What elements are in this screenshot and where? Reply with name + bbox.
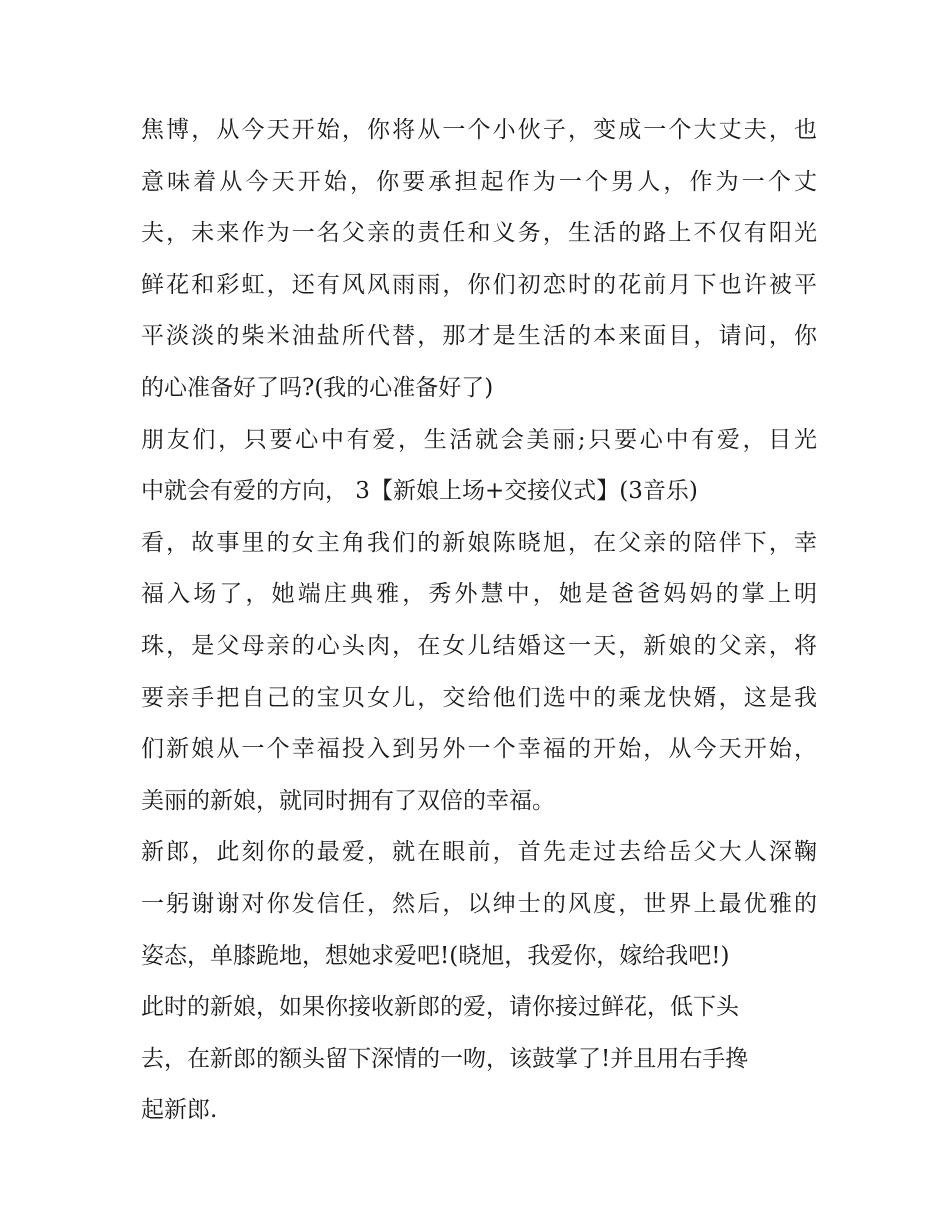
text-line: 新郎，此刻你的最爱，就在眼前，首先走过去给岳父大人深鞠 [141, 839, 817, 866]
text-line: 鲜花和彩虹，还有风风雨雨，你们初恋时的花前月下也许被平 [141, 271, 817, 298]
text-line: 去，在新郎的额头留下深情的一吻，该鼓掌了!并且用右手搀 [141, 1045, 749, 1072]
text-line: 一躬谢谢对你发信任，然后，以绅士的风度，世界上最优雅的 [141, 890, 817, 917]
text-line: 焦博，从今天开始，你将从一个小伙子，变成一个大丈夫，也 [141, 117, 817, 143]
text-line: 福入场了，她端庄典雅，秀外慧中，她是爸爸妈妈的掌上明 [141, 581, 817, 608]
text-line: 夫，未来作为一名父亲的责任和义务，生活的路上不仅有阳光 [141, 220, 817, 247]
text-line: 美丽的新娘，就同时拥有了双倍的幸福。 [141, 787, 555, 814]
text-line: 平淡淡的柴米油盐所代替，那才是生活的本来面目，请问，你 [141, 323, 817, 350]
text-line: 起新郎. [141, 1097, 218, 1124]
text-line: 此时的新娘，如果你接收新郎的爱，请你接过鲜花，低下头 [141, 994, 739, 1021]
body-text [141, 110, 817, 1142]
text-line: 朋友们，只要心中有爱，生活就会美丽;只要心中有爱，目光 [141, 426, 817, 453]
text-line: 们新娘从一个幸福投入到另外一个幸福的开始，从今天开始， [141, 736, 817, 763]
text-line: 的心准备好了吗?(我的心准备好了) [141, 374, 494, 401]
text-line: 看，故事里的女主角我们的新娘陈晓旭，在父亲的陪伴下，幸 [141, 529, 817, 556]
text-line: 姿态，单膝跪地，想她求爱吧!(晓旭，我爱你，嫁给我吧!) [141, 942, 730, 969]
text-line: 要亲手把自己的宝贝女儿，交给他们选中的乘龙快婿，这是我 [141, 684, 817, 711]
text-line: 中就会有爱的方向， 3【新娘上场+交接仪式】(3音乐) [141, 478, 698, 505]
text-line: 珠，是父母亲的心头肉，在女儿结婚这一天，新娘的父亲，将 [141, 632, 817, 659]
text-line: 意味着从今天开始，你要承担起作为一个男人，作为一个丈 [141, 168, 817, 195]
